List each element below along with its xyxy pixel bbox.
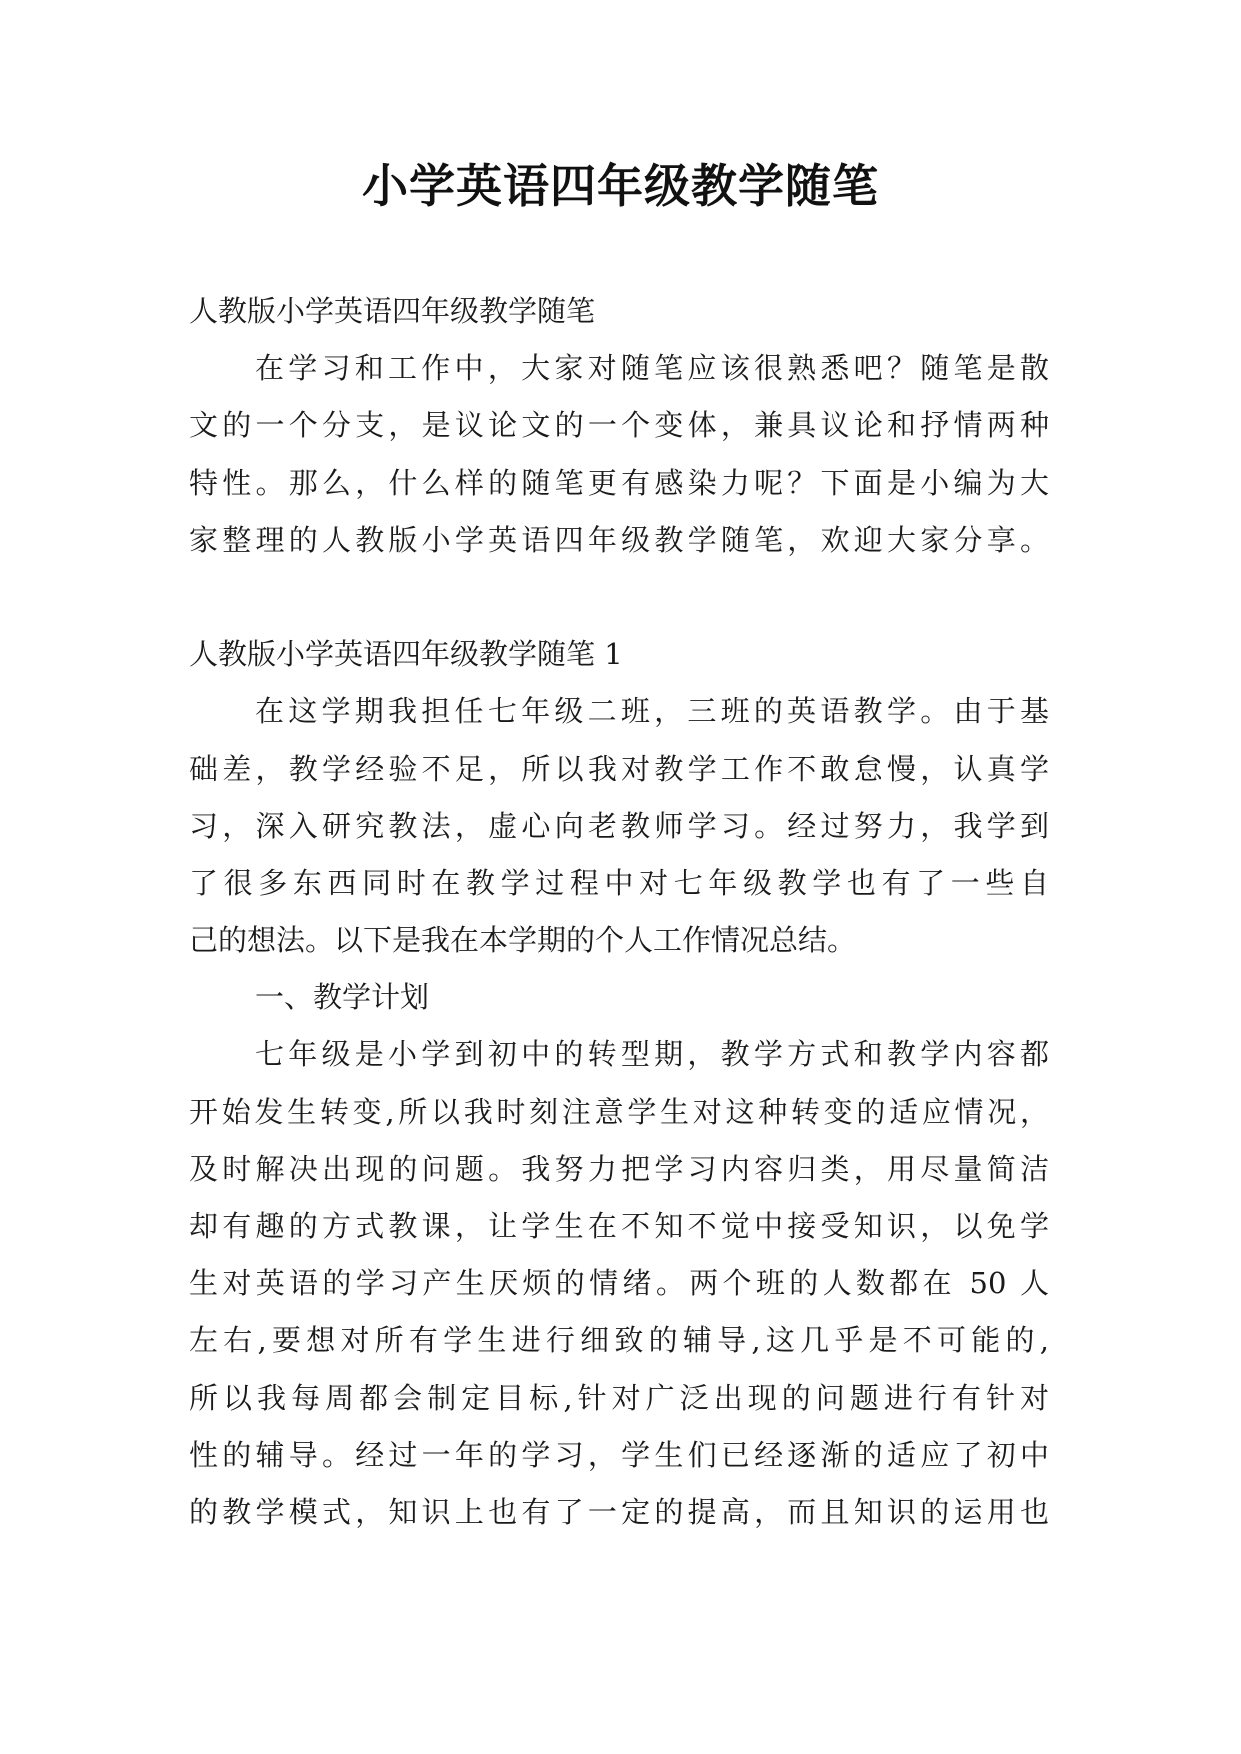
document-body — [189, 283, 1049, 1541]
plan-line: 所以我每周都会制定目标,针对广泛出现的问题进行有针对 — [189, 1380, 1049, 1415]
plan-line: 开始发生转变,所以我时刻注意学生对这种转变的适应情况， — [189, 1094, 1049, 1129]
section1-heading: 人教版小学英语四年级教学随笔 1 — [189, 637, 623, 672]
plan-line: 性的辅导。经过一年的学习，学生们已经逐渐的适应了初中 — [189, 1437, 1049, 1472]
plan-line: 七年级是小学到初中的转型期，教学方式和教学内容都 — [255, 1037, 1049, 1072]
intro-line: 文的一个分支，是议论文的一个变体，兼具议论和抒情两种 — [189, 408, 1049, 443]
section1-line: 了很多东西同时在教学过程中对七年级教学也有了一些自 — [189, 865, 1049, 900]
plan-line: 的教学模式，知识上也有了一定的提高，而且知识的运用也 — [189, 1494, 1049, 1529]
section1-line: 在这学期我担任七年级二班，三班的英语教学。由于基 — [255, 694, 1049, 729]
plan-line: 及时解决出现的问题。我努力把学习内容归类，用尽量简洁 — [189, 1151, 1049, 1186]
intro-heading: 人教版小学英语四年级教学随笔 — [189, 294, 596, 328]
intro-line: 特性。那么，什么样的随笔更有感染力呢？下面是小编为大 — [189, 465, 1049, 500]
paragraph-gap — [189, 569, 1049, 626]
subheading-teaching-plan: 一、教学计划 — [255, 980, 430, 1015]
plan-line: 生对英语的学习产生厌烦的情绪。两个班的人数都在 50 人 — [189, 1266, 1049, 1301]
section1-line: 己的想法。以下是我在本学期的个人工作情况总结。 — [189, 923, 857, 958]
section1-line: 习，深入研究教法，虚心向老教师学习。经过努力，我学到 — [189, 808, 1049, 843]
intro-line: 家整理的人教版小学英语四年级教学随笔，欢迎大家分享。 — [189, 522, 1049, 557]
plan-line: 却有趣的方式教课，让学生在不知不觉中接受知识，以免学 — [189, 1209, 1049, 1243]
plan-line: 左右,要想对所有学生进行细致的辅导,这几乎是不可能的, — [189, 1323, 1049, 1358]
section1-line: 础差，教学经验不足，所以我对教学工作不敢怠慢，认真学 — [189, 751, 1049, 786]
document-title: 小学英语四年级教学随笔 — [362, 159, 879, 213]
intro-line: 在学习和工作中，大家对随笔应该很熟悉吧？随笔是散 — [255, 351, 1049, 386]
